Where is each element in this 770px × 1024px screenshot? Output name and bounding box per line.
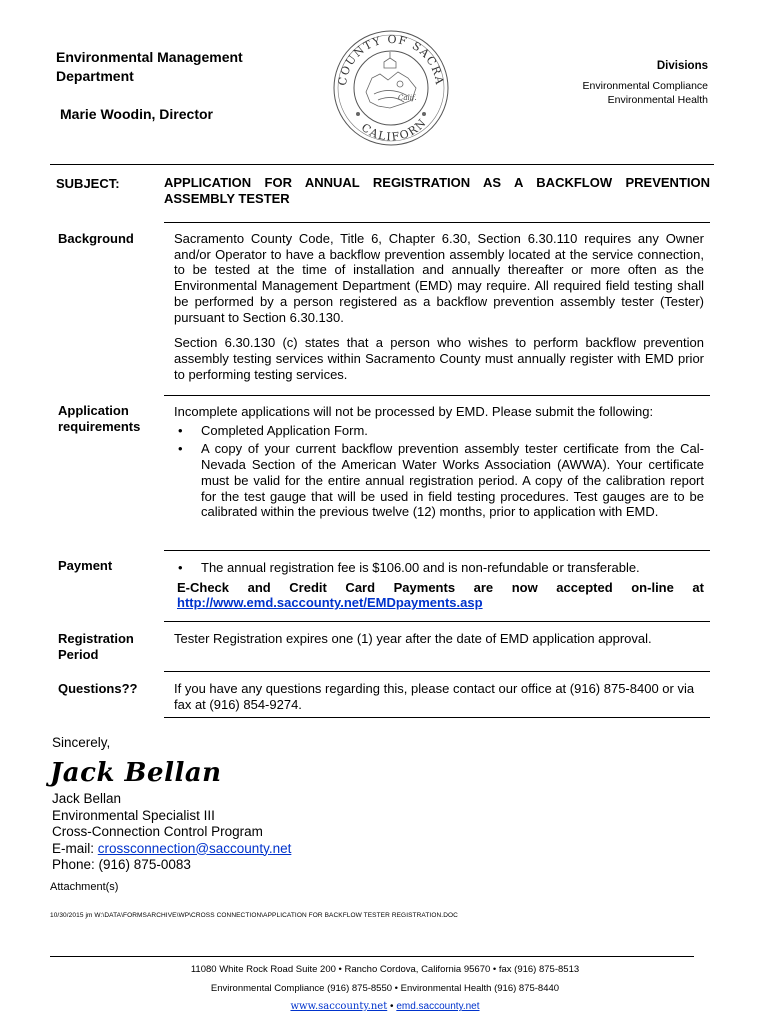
payment-section xyxy=(174,560,704,611)
application-section xyxy=(174,404,704,520)
footer-separator: • xyxy=(390,1001,394,1012)
footer-web xyxy=(0,1001,770,1012)
list-item: • A copy of your current backflow prevention assembly tester certificate from the Cal-Nevada Section of the American Water Works Association (AWWA). Your certificate must be valid for the entire annual registration period. A copy of the calibration report for the test gauge that will be used in field testing procedures. Test gauges are to be calibrated within the previous twelve (12) months, prior to application with EMD. xyxy=(174,441,704,520)
questions-text: If you have any questions regarding this, please contact our office at (916) 875-8400 or via fax at (916) 854-9274. xyxy=(174,681,695,712)
list-item: • Completed Application Form. xyxy=(174,423,704,439)
registration-label-line-1: Registration xyxy=(58,631,134,646)
background-paragraph-1: Sacramento County Code, Title 6, Chapter 6.30, Section 6.30.110 requires any Owner and/or Operator to have a backflow prevention assembly located at the service connection, to be tested at the time of installation and annually thereafter or more often as the Environmental Management Department (EMD) may require. All required field testing shall be performed by a person registered as a backflow prevention assembly tester (Tester) pursuant to Section 6.30.130. xyxy=(174,231,704,325)
email-label: E-mail: xyxy=(52,840,95,856)
email-line xyxy=(52,841,291,858)
emd-link[interactable]: emd.saccounty.net xyxy=(396,1001,480,1012)
department-line-1: Environmental Management xyxy=(56,49,243,65)
footer-address: 11080 White Rock Road Suite 200 • Rancho Cordova, California 95670 • fax (916) 875-8513 xyxy=(190,964,580,975)
registration-label-line-2: Period xyxy=(58,647,99,662)
section-divider xyxy=(164,717,710,718)
payment-label: Payment xyxy=(58,558,113,573)
svg-text:Calif.: Calif. xyxy=(398,94,417,102)
subject-text: APPLICATION FOR ANNUAL REGISTRATION AS A BACKFLOW PREVENTION ASSEMBLY TESTER xyxy=(164,175,710,206)
email-link[interactable]: crossconnection@saccounty.net xyxy=(97,840,292,856)
subject-label: SUBJECT: xyxy=(56,176,120,191)
footer-phones: Environmental Compliance (916) 875-8550 • Environmental Health (916) 875-8440 xyxy=(210,983,560,994)
section-divider xyxy=(164,621,710,622)
list-item: • The annual registration fee is $106.00 and is non-refundable or transferable. xyxy=(174,560,704,576)
section-divider xyxy=(164,395,710,396)
payment-list xyxy=(174,560,704,576)
application-list xyxy=(174,423,704,520)
payment-link-wrap xyxy=(174,595,704,611)
application-label-line-1: Application xyxy=(58,403,129,418)
attachments: Attachment(s) xyxy=(50,881,119,893)
division-environmental-health: Environmental Health xyxy=(607,94,708,106)
section-divider xyxy=(164,671,710,672)
signer-title: Environmental Specialist III xyxy=(52,807,215,823)
payment-link[interactable]: http://www.emd.saccounty.net/EMDpayments.asp xyxy=(177,595,483,611)
phone-line: Phone: (916) 875-0083 xyxy=(52,857,191,872)
background-paragraph-2: Section 6.30.130 (c) states that a person who wishes to perform backflow prevention assembly testing services within Sacramento County must annually register with EMD prior to performing testing services. xyxy=(174,335,704,382)
signature: Jack Bellan xyxy=(50,758,222,788)
director-name: Marie Woodin, Director xyxy=(60,106,213,122)
section-divider xyxy=(164,222,710,223)
county-seal xyxy=(332,22,450,150)
division-environmental-compliance: Environmental Compliance xyxy=(582,80,708,92)
file-path: 10/30/2015 jm W:\DATA\FORMSARCHIVE\WP\CROSS CONNECTION\APPLICATION FOR BACKFLOW TESTER REGISTRATION.DOC xyxy=(50,912,458,919)
sincerely: Sincerely, xyxy=(52,735,111,750)
registration-label xyxy=(58,631,134,663)
background-section xyxy=(174,231,704,382)
application-label xyxy=(58,403,140,435)
header-divider xyxy=(50,164,714,165)
application-intro: Incomplete applications will not be processed by EMD. Please submit the following: xyxy=(174,404,654,419)
background-label: Background xyxy=(58,231,134,246)
registration-text: Tester Registration expires one (1) year after the date of EMD application approval. xyxy=(174,631,652,646)
divisions-title: Divisions xyxy=(656,60,708,72)
department-name xyxy=(56,48,296,86)
department-line-2: Department xyxy=(56,68,134,84)
echeck-notice: E-Check and Credit Card Payments are now accepted on-line at xyxy=(177,579,704,595)
section-divider xyxy=(164,550,710,551)
footer-divider xyxy=(50,956,694,957)
signature-block xyxy=(52,791,291,874)
svg-text:COUNTY OF SACRAMENTO: COUNTY OF SACRA xyxy=(335,32,447,87)
signer-program: Cross-Connection Control Program xyxy=(52,824,263,839)
questions-label: Questions?? xyxy=(58,681,138,696)
signer-name: Jack Bellan xyxy=(52,791,122,806)
saccounty-link[interactable]: www.saccounty.net xyxy=(290,1001,388,1012)
application-label-line-2: requirements xyxy=(58,419,141,434)
svg-text:CALIFORNIA: CALIFORN xyxy=(358,115,430,144)
